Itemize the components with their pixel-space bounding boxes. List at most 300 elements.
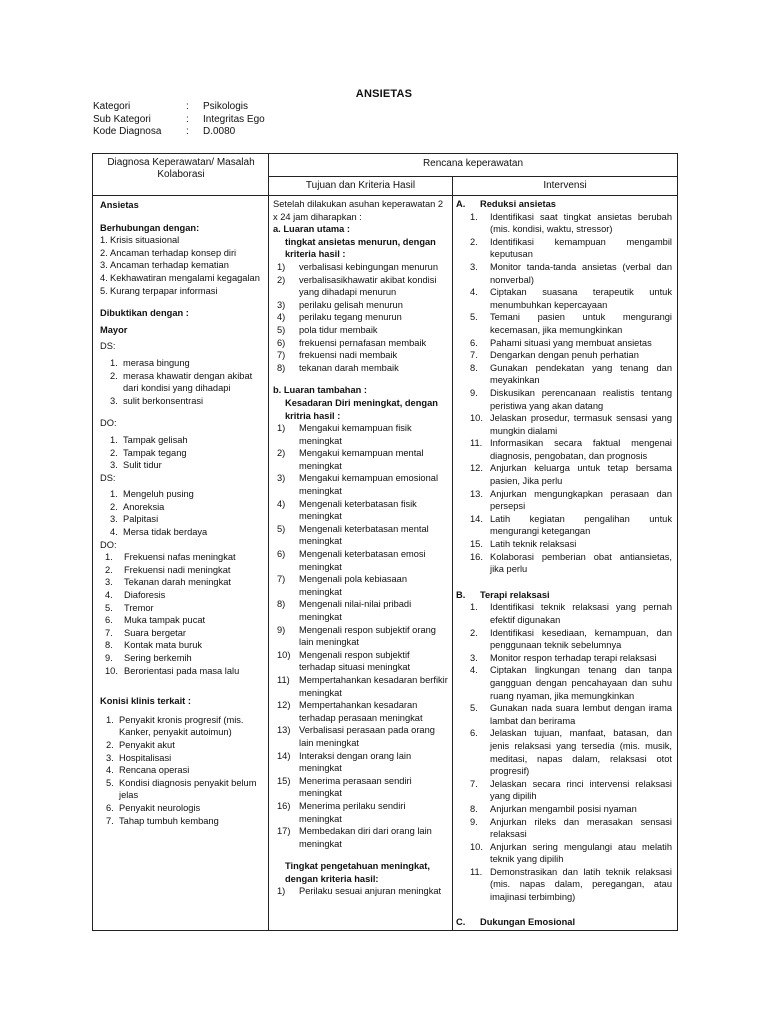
- meta-key: Kategori: [93, 101, 131, 112]
- list-number: 3.: [470, 652, 478, 663]
- list-text: Rencana operasi: [119, 765, 190, 776]
- list-text: Hospitalisasi: [119, 752, 172, 763]
- intervention-b-item: [456, 652, 672, 665]
- outcome-a-heading: a. Luaran utama :: [273, 224, 350, 235]
- list-text: Demonstrasikan dan latih teknik relaksasi (mis. napas dalam, peregangan, atau imajinasi terbimbing): [490, 866, 672, 903]
- outcome-b-item: [273, 825, 448, 850]
- outcome-b-item: [273, 775, 448, 800]
- list-number: 2.: [110, 501, 118, 512]
- care-plan-table: [92, 153, 678, 931]
- list-number: 7): [277, 574, 286, 585]
- list-text: Tampak tegang: [123, 447, 187, 458]
- meta-value: D.0080: [203, 126, 236, 137]
- minor-ds-item: [100, 526, 264, 539]
- list-text: Krisis situasional: [110, 235, 180, 246]
- related-item: [100, 234, 264, 247]
- section-letter: C.: [456, 916, 466, 927]
- list-text: Frekuensi nadi meningkat: [124, 564, 231, 575]
- list-number: 2.: [110, 447, 118, 458]
- list-text: Mengeluh pusing: [123, 489, 194, 500]
- intervention-a-heading: [456, 198, 672, 211]
- list-number: 1.: [110, 434, 118, 445]
- clinical-item: [100, 815, 264, 828]
- list-number: 5.: [106, 777, 114, 788]
- list-number: 4.: [470, 665, 478, 676]
- list-number: 1.: [470, 211, 478, 222]
- list-number: 16): [277, 800, 291, 811]
- list-text: Gunakan pendekatan yang tenang dan meyakinkan: [490, 362, 672, 386]
- outcome-b-item: [273, 800, 448, 825]
- header-outcomes: Tujuan dan Kriteria Hasil: [305, 180, 416, 191]
- diagnosis-name: Ansietas: [100, 200, 139, 210]
- list-text: Monitor respon terhadap terapi relaksasi: [490, 652, 657, 663]
- list-number: 15.: [470, 539, 483, 550]
- list-text: Penyakit kronis progresif (mis. Kanker, penyakit autoimun): [119, 714, 244, 738]
- list-number: 11.: [470, 438, 483, 449]
- meta-block: [93, 101, 265, 139]
- list-text: Diskusikan perencanaan realistis tentang peristiwa yang akan datang: [490, 387, 672, 411]
- list-text: Penyakit akut: [119, 739, 175, 750]
- list-number: 9.: [105, 653, 113, 663]
- intervention-a-item: [456, 387, 672, 412]
- list-text: Kondisi diagnosis penyakit belum jelas: [119, 777, 257, 801]
- list-number: 8.: [470, 803, 478, 814]
- meta-key: Sub Kategori: [93, 113, 151, 125]
- list-text: Kurang terpapar informasi: [110, 285, 218, 296]
- list-text: Mengakui kemampuan emosional meningkat: [299, 473, 439, 497]
- list-text: Mengenali keterbatasan mental meningkat: [299, 523, 429, 547]
- list-number: 3.: [470, 261, 478, 272]
- outcome-b-item: [273, 649, 448, 674]
- list-number: 16.: [470, 551, 483, 562]
- col-divider-1: [268, 154, 269, 930]
- ds-label: DS:: [100, 472, 116, 483]
- meta-value: Psikologis: [203, 101, 249, 112]
- list-number: 7.: [470, 350, 478, 361]
- list-text: Perilaku sesuai anjuran meningkat: [299, 886, 442, 897]
- list-text: Suara bergetar: [124, 627, 187, 638]
- list-number: 2.: [470, 236, 478, 247]
- meta-row: [93, 101, 265, 114]
- related-item: [100, 272, 264, 285]
- list-text: Anjurkan keluarga untuk tetap bersama pasien, Jika perlu: [490, 463, 672, 487]
- clinical-item: [100, 777, 264, 802]
- list-text: Penyakit neurologis: [119, 802, 201, 813]
- list-text: Muka tampak pucat: [124, 615, 206, 626]
- do-label: DO:: [100, 539, 117, 550]
- clinical-item: [100, 739, 264, 752]
- outcomes-intro: Setelah dilakukan asuhan keperawatan 2 x 24 jam diharapkan :: [273, 199, 444, 222]
- minor-do-item: [100, 576, 264, 589]
- list-number: 8.: [470, 362, 478, 373]
- list-text: Jelaskan tujuan, manfaat, batasan, dan jenis relaksasi yang tersedia (mis. musik, meditasi, napas dalam, relaksasi otot progresif): [490, 728, 672, 777]
- list-text: Temani pasien untuk mengurangi kecemasan, jika memungkinkan: [490, 312, 672, 335]
- list-text: Kekhawatiran mengalami kegagalan: [110, 272, 260, 283]
- intervention-a-item: [456, 437, 672, 462]
- list-number: 2.: [470, 627, 478, 638]
- list-number: 10.: [470, 841, 483, 852]
- list-number: 4): [277, 312, 286, 323]
- list-text: Tekanan darah meningkat: [124, 577, 231, 588]
- outcome-a-item: [273, 349, 448, 362]
- intervention-a-item: [456, 337, 672, 350]
- minor-ds-item: [100, 513, 264, 526]
- spacer: [273, 850, 448, 860]
- list-number: 4.: [110, 527, 118, 538]
- list-number: 3): [277, 473, 286, 484]
- list-number: 4.: [105, 590, 113, 601]
- minor-do-item: [100, 652, 264, 665]
- list-number: 2.: [100, 247, 108, 258]
- list-number: 1.: [470, 602, 478, 613]
- list-number: 5.: [105, 602, 113, 613]
- list-number: 3.: [110, 460, 118, 471]
- list-number: 3.: [110, 514, 118, 525]
- list-number: 7.: [470, 778, 478, 789]
- list-number: 7.: [105, 627, 113, 638]
- list-number: 6): [277, 337, 286, 348]
- outcome-a-item: [273, 324, 448, 337]
- list-text: Frekuensi nafas meningkat: [124, 552, 236, 563]
- outcome-b-item: [273, 498, 448, 523]
- outcome-c-item: [273, 885, 448, 898]
- list-number: 5): [277, 324, 286, 335]
- major-do-item: [100, 447, 264, 460]
- list-number: 13): [277, 725, 291, 736]
- list-text: Mengenali nilai-nilai pribadi meningkat: [299, 599, 412, 622]
- list-number: 1): [277, 423, 286, 434]
- list-number: 8): [277, 362, 286, 373]
- minor-ds-item: [100, 501, 264, 514]
- minor-do-item: [100, 665, 264, 678]
- list-text: Tahap tumbuh kembang: [119, 815, 219, 826]
- list-number: 6.: [470, 337, 478, 348]
- list-text: frekuensi nadi membaik: [299, 350, 398, 361]
- list-number: 2.: [105, 564, 113, 575]
- list-text: merasa bingung: [123, 357, 190, 368]
- spacer: [456, 904, 672, 916]
- outcome-b-item: [273, 472, 448, 497]
- intervention-b-item: [456, 803, 672, 816]
- outcome-b-heading: b. Luaran tambahan :: [273, 385, 368, 396]
- list-number: 14.: [470, 513, 483, 524]
- list-number: 5.: [470, 312, 478, 323]
- list-number: 6): [277, 549, 286, 560]
- meta-row: [93, 126, 265, 139]
- intervention-b-item: [456, 601, 672, 626]
- diagnosis-column: [100, 199, 264, 927]
- header-diagnosis: Diagnosa Keperawatan/ Masalah Kolaborasi: [107, 157, 255, 180]
- list-number: 1.: [110, 357, 118, 368]
- list-text: Diaforesis: [124, 590, 166, 601]
- list-text: Identifikasi kesediaan, kemampuan, dan penggunaan teknik sebelumnya: [490, 627, 672, 651]
- intervention-b-item: [456, 627, 672, 652]
- list-number: 5.: [470, 703, 478, 714]
- list-text: Gunakan nada suara lembut dengan irama lambat dan berirama: [490, 703, 672, 726]
- meta-value: Integritas Ego: [203, 113, 265, 125]
- intervention-a-item: [456, 286, 672, 311]
- list-number: 3): [277, 299, 286, 310]
- minor-do-item: [100, 614, 264, 627]
- intervention-b-item: [456, 664, 672, 702]
- intervention-a-item: [456, 311, 672, 336]
- col-divider-2: [452, 176, 453, 930]
- meta-sep: :: [186, 113, 189, 125]
- clinical-item: [100, 752, 264, 765]
- list-number: 2.: [110, 370, 118, 381]
- outcome-b-item: [273, 523, 448, 548]
- intervention-a-item: [456, 261, 672, 286]
- outcome-a-item: [273, 311, 448, 324]
- list-text: Latih teknik relaksasi: [490, 539, 577, 550]
- list-text: Mempertahankan kesadaran terhadap perasaan meningkat: [299, 700, 423, 723]
- list-text: Jelaskan prosedur, termasuk sensasi yang mungkin dialami: [490, 413, 672, 436]
- list-text: Informasikan secara faktual mengenai diagnosis, pengobatan, dan prognosis: [490, 438, 672, 461]
- list-text: merasa khawatir dengan akibat dari kondisi yang dihadapi: [123, 370, 253, 394]
- list-text: Anoreksia: [123, 501, 165, 512]
- outcomes-column: [273, 198, 448, 928]
- list-text: Pahami situasi yang membuat ansietas: [490, 337, 652, 348]
- related-item: [100, 259, 264, 272]
- intervention-a-item: [456, 211, 672, 236]
- outcome-b-item: [273, 573, 448, 598]
- outcome-a-item: [273, 274, 448, 299]
- header-interventions: Intervensi: [543, 180, 587, 191]
- list-number: 5): [277, 523, 286, 534]
- list-text: Mengakui kemampuan mental meningkat: [299, 448, 424, 471]
- list-number: 1.: [106, 714, 114, 725]
- page-title: ANSIETAS: [355, 88, 413, 100]
- major-heading: Mayor: [100, 324, 128, 335]
- outcome-b-item: [273, 447, 448, 472]
- major-ds-item: [100, 357, 264, 370]
- evidence-heading: Dibuktikan dengan :: [100, 308, 189, 319]
- outcome-b-item: [273, 699, 448, 724]
- list-text: Anjurkan rileks dan merasakan sensasi relaksasi: [490, 816, 672, 840]
- outcome-b-sub: Kesadaran Diri meningkat, dengan kritria hasil :: [285, 397, 438, 421]
- outcome-b-item: [273, 598, 448, 623]
- list-text: Mengenali keterbatasan fisik meningkat: [299, 498, 417, 522]
- spacer: [100, 297, 264, 307]
- major-ds-item: [100, 370, 264, 395]
- list-number: 2): [277, 448, 286, 459]
- list-number: 5.: [100, 285, 108, 296]
- list-text: Ciptakan lingkungan tenang dan tanpa gangguan dengan pencahayaan dan suhu ruang nyaman, jika memungkinkan: [490, 665, 672, 701]
- major-ds-item: [100, 395, 264, 408]
- list-text: Latih kegiatan pengalihan untuk mengurangi ketegangan: [490, 513, 672, 537]
- list-number: 12.: [470, 463, 483, 474]
- list-number: 10.: [105, 665, 118, 676]
- outcome-a-item: [273, 362, 448, 375]
- minor-ds-item: [100, 488, 264, 501]
- intervention-a-item: [456, 349, 672, 362]
- meta-row: [93, 114, 265, 127]
- meta-key: Kode Diagnosa: [93, 126, 162, 137]
- intervention-a-item: [456, 362, 672, 387]
- meta-sep: :: [186, 126, 189, 137]
- spacer: [100, 677, 264, 695]
- interventions-column: [456, 198, 672, 928]
- spacer: [456, 576, 672, 589]
- list-number: 9): [277, 624, 286, 635]
- list-text: Identifikasi saat tingkat ansietas berubah (mis. kondisi, waktu, stressor): [490, 211, 672, 235]
- intervention-a-item: [456, 412, 672, 437]
- list-text: Anjurkan mengambil posisi nyaman: [490, 803, 637, 814]
- outcome-b-item: [273, 548, 448, 573]
- minor-do-item: [100, 602, 264, 615]
- list-text: perilaku gelisah menurun: [299, 299, 403, 310]
- list-text: Mempertahankan kesadaran berfikir meningkat: [299, 674, 448, 698]
- list-text: Mengenali pola kebiasaan meningkat: [299, 574, 408, 597]
- intervention-b-item: [456, 866, 672, 904]
- spacer: [100, 212, 264, 222]
- outcome-b-item: [273, 674, 448, 699]
- list-text: Mersa tidak berdaya: [123, 527, 208, 538]
- list-number: 10.: [470, 413, 483, 424]
- list-number: 4.: [100, 272, 108, 283]
- list-text: Ancaman terhadap konsep diri: [110, 247, 237, 258]
- list-text: pola tidur membaik: [299, 324, 378, 335]
- outcome-b-item: [273, 750, 448, 775]
- spacer: [100, 407, 264, 417]
- list-text: Dengarkan dengan penuh perhatian: [490, 350, 639, 361]
- list-text: Anjurkan sering mengulangi atau melatih teknik yang dipilih: [490, 841, 672, 865]
- list-number: 17): [277, 826, 291, 837]
- clinical-heading: Konisi klinis terkait :: [100, 696, 191, 707]
- section-heading: Dukungan Emosional: [480, 916, 576, 927]
- outcome-a-sub: tingkat ansietas menurun, dengan kriteria hasil :: [285, 236, 436, 260]
- related-item: [100, 285, 264, 298]
- list-number: 6.: [106, 802, 114, 813]
- list-text: Kolaborasi pemberian obat antiansietas, jika perlu: [490, 551, 672, 575]
- list-text: Identifikasi kemampuan mengambil keputusan: [490, 236, 672, 260]
- outcome-a-item: [273, 299, 448, 312]
- clinical-item: [100, 764, 264, 777]
- list-text: tekanan darah membaik: [299, 362, 399, 373]
- list-text: Mengenali respon subjektif orang lain meningkat: [299, 624, 436, 648]
- minor-do-item: [100, 627, 264, 640]
- list-number: 10): [277, 649, 291, 660]
- list-text: Tremor: [124, 602, 154, 613]
- list-number: 1.: [100, 235, 108, 246]
- intervention-b-item: [456, 816, 672, 841]
- header-care-plan: Rencana keperawatan: [422, 158, 524, 169]
- list-text: Verbalisasi perasaan pada orang lain meningkat: [299, 725, 435, 748]
- intervention-a-item: [456, 236, 672, 261]
- list-number: 14): [277, 750, 291, 761]
- intervention-b-heading: [456, 589, 672, 602]
- list-text: verbalisasi kebingungan menurun: [299, 261, 439, 272]
- outcome-b-item: [273, 724, 448, 749]
- intervention-b-item: [456, 841, 672, 866]
- meta-sep: :: [186, 101, 189, 112]
- minor-do-item: [100, 564, 264, 577]
- list-number: 4.: [470, 287, 478, 298]
- list-text: frekuensi pernafasan membaik: [299, 337, 427, 348]
- intervention-a-item: [456, 551, 672, 576]
- list-number: 3.: [100, 260, 108, 271]
- list-text: Monitor tanda-tanda ansietas (verbal dan nonverbal): [490, 261, 672, 285]
- list-number: 9.: [470, 816, 478, 827]
- list-number: 12): [277, 700, 291, 711]
- intervention-a-item: [456, 462, 672, 487]
- section-letter: B.: [456, 589, 466, 600]
- outcome-a-item: [273, 261, 448, 274]
- list-text: Palpitasi: [123, 514, 159, 525]
- minor-do-item: [100, 589, 264, 602]
- list-number: 1): [277, 261, 286, 272]
- list-text: Ancaman terhadap kematian: [110, 260, 229, 271]
- list-text: Interaksi dengan orang lain meningkat: [299, 750, 412, 774]
- do-label: DO:: [100, 418, 117, 429]
- intervention-c-heading: [456, 916, 672, 928]
- clinical-item: [100, 714, 264, 739]
- list-number: 8): [277, 599, 286, 610]
- intervention-a-item: [456, 513, 672, 538]
- list-text: Anjurkan mengungkapkan perasaan dan persepsi: [490, 488, 672, 512]
- list-number: 7.: [106, 815, 114, 826]
- list-text: Tampak gelisah: [123, 434, 188, 445]
- major-do-item: [100, 459, 264, 472]
- list-text: Mengenali keterbatasan emosi meningkat: [299, 549, 426, 572]
- list-number: 3.: [105, 577, 113, 588]
- minor-do-item: [100, 551, 264, 564]
- spacer: [273, 374, 448, 384]
- clinical-item: [100, 802, 264, 815]
- intervention-a-item: [456, 538, 672, 551]
- outcome-a-item: [273, 337, 448, 350]
- list-number: 6.: [470, 728, 478, 739]
- list-number: 1): [277, 886, 286, 897]
- list-number: 15): [277, 775, 291, 786]
- list-number: 3.: [106, 752, 114, 763]
- list-number: 9.: [470, 387, 478, 398]
- header-divider-plan: [268, 176, 677, 177]
- major-do-item: [100, 434, 264, 447]
- list-text: perilaku tegang menurun: [299, 312, 402, 323]
- list-number: 4): [277, 498, 286, 509]
- list-text: verbalisasikhawatir akibat kondisi yang dihadapi menurun: [299, 274, 437, 298]
- list-text: Sulit tidur: [123, 460, 162, 471]
- list-text: Menerima perilaku sendiri meningkat: [299, 800, 406, 824]
- list-text: Membedakan diri dari orang lain meningkat: [299, 826, 432, 849]
- list-number: 13.: [470, 488, 483, 499]
- list-number: 1.: [105, 552, 113, 563]
- list-number: 11): [277, 674, 290, 685]
- list-text: Identifikasi teknik relaksasi yang pernah efektif digunakan: [490, 602, 672, 625]
- intervention-a-item: [456, 488, 672, 513]
- section-heading: Reduksi ansietas: [480, 199, 556, 209]
- list-number: 8.: [105, 640, 113, 651]
- list-text: Kontak mata buruk: [124, 640, 203, 651]
- list-number: 6.: [105, 615, 113, 626]
- list-number: 11.: [470, 866, 483, 877]
- ds-label: DS:: [100, 341, 116, 352]
- list-text: Mengenali respon subjektif terhadap situasi meningkat: [299, 649, 411, 673]
- outcome-c-sub: Tingkat pengetahuan meningkat, dengan kriteria hasil:: [285, 861, 430, 884]
- outcome-b-item: [273, 624, 448, 649]
- intervention-b-item: [456, 727, 672, 777]
- list-text: Ciptakan suasana terapeutik untuk menumbuhkan kepercayaan: [490, 287, 672, 310]
- list-number: 7): [277, 350, 286, 361]
- outcome-b-item: [273, 422, 448, 447]
- list-text: Menerima perasaan sendiri meningkat: [299, 775, 412, 799]
- minor-do-item: [100, 639, 264, 652]
- list-text: Berorientasi pada masa lalu: [124, 665, 240, 676]
- list-number: 4.: [106, 765, 114, 776]
- list-text: Mengakui kemampuan fisik meningkat: [299, 423, 412, 446]
- list-number: 1.: [110, 489, 118, 500]
